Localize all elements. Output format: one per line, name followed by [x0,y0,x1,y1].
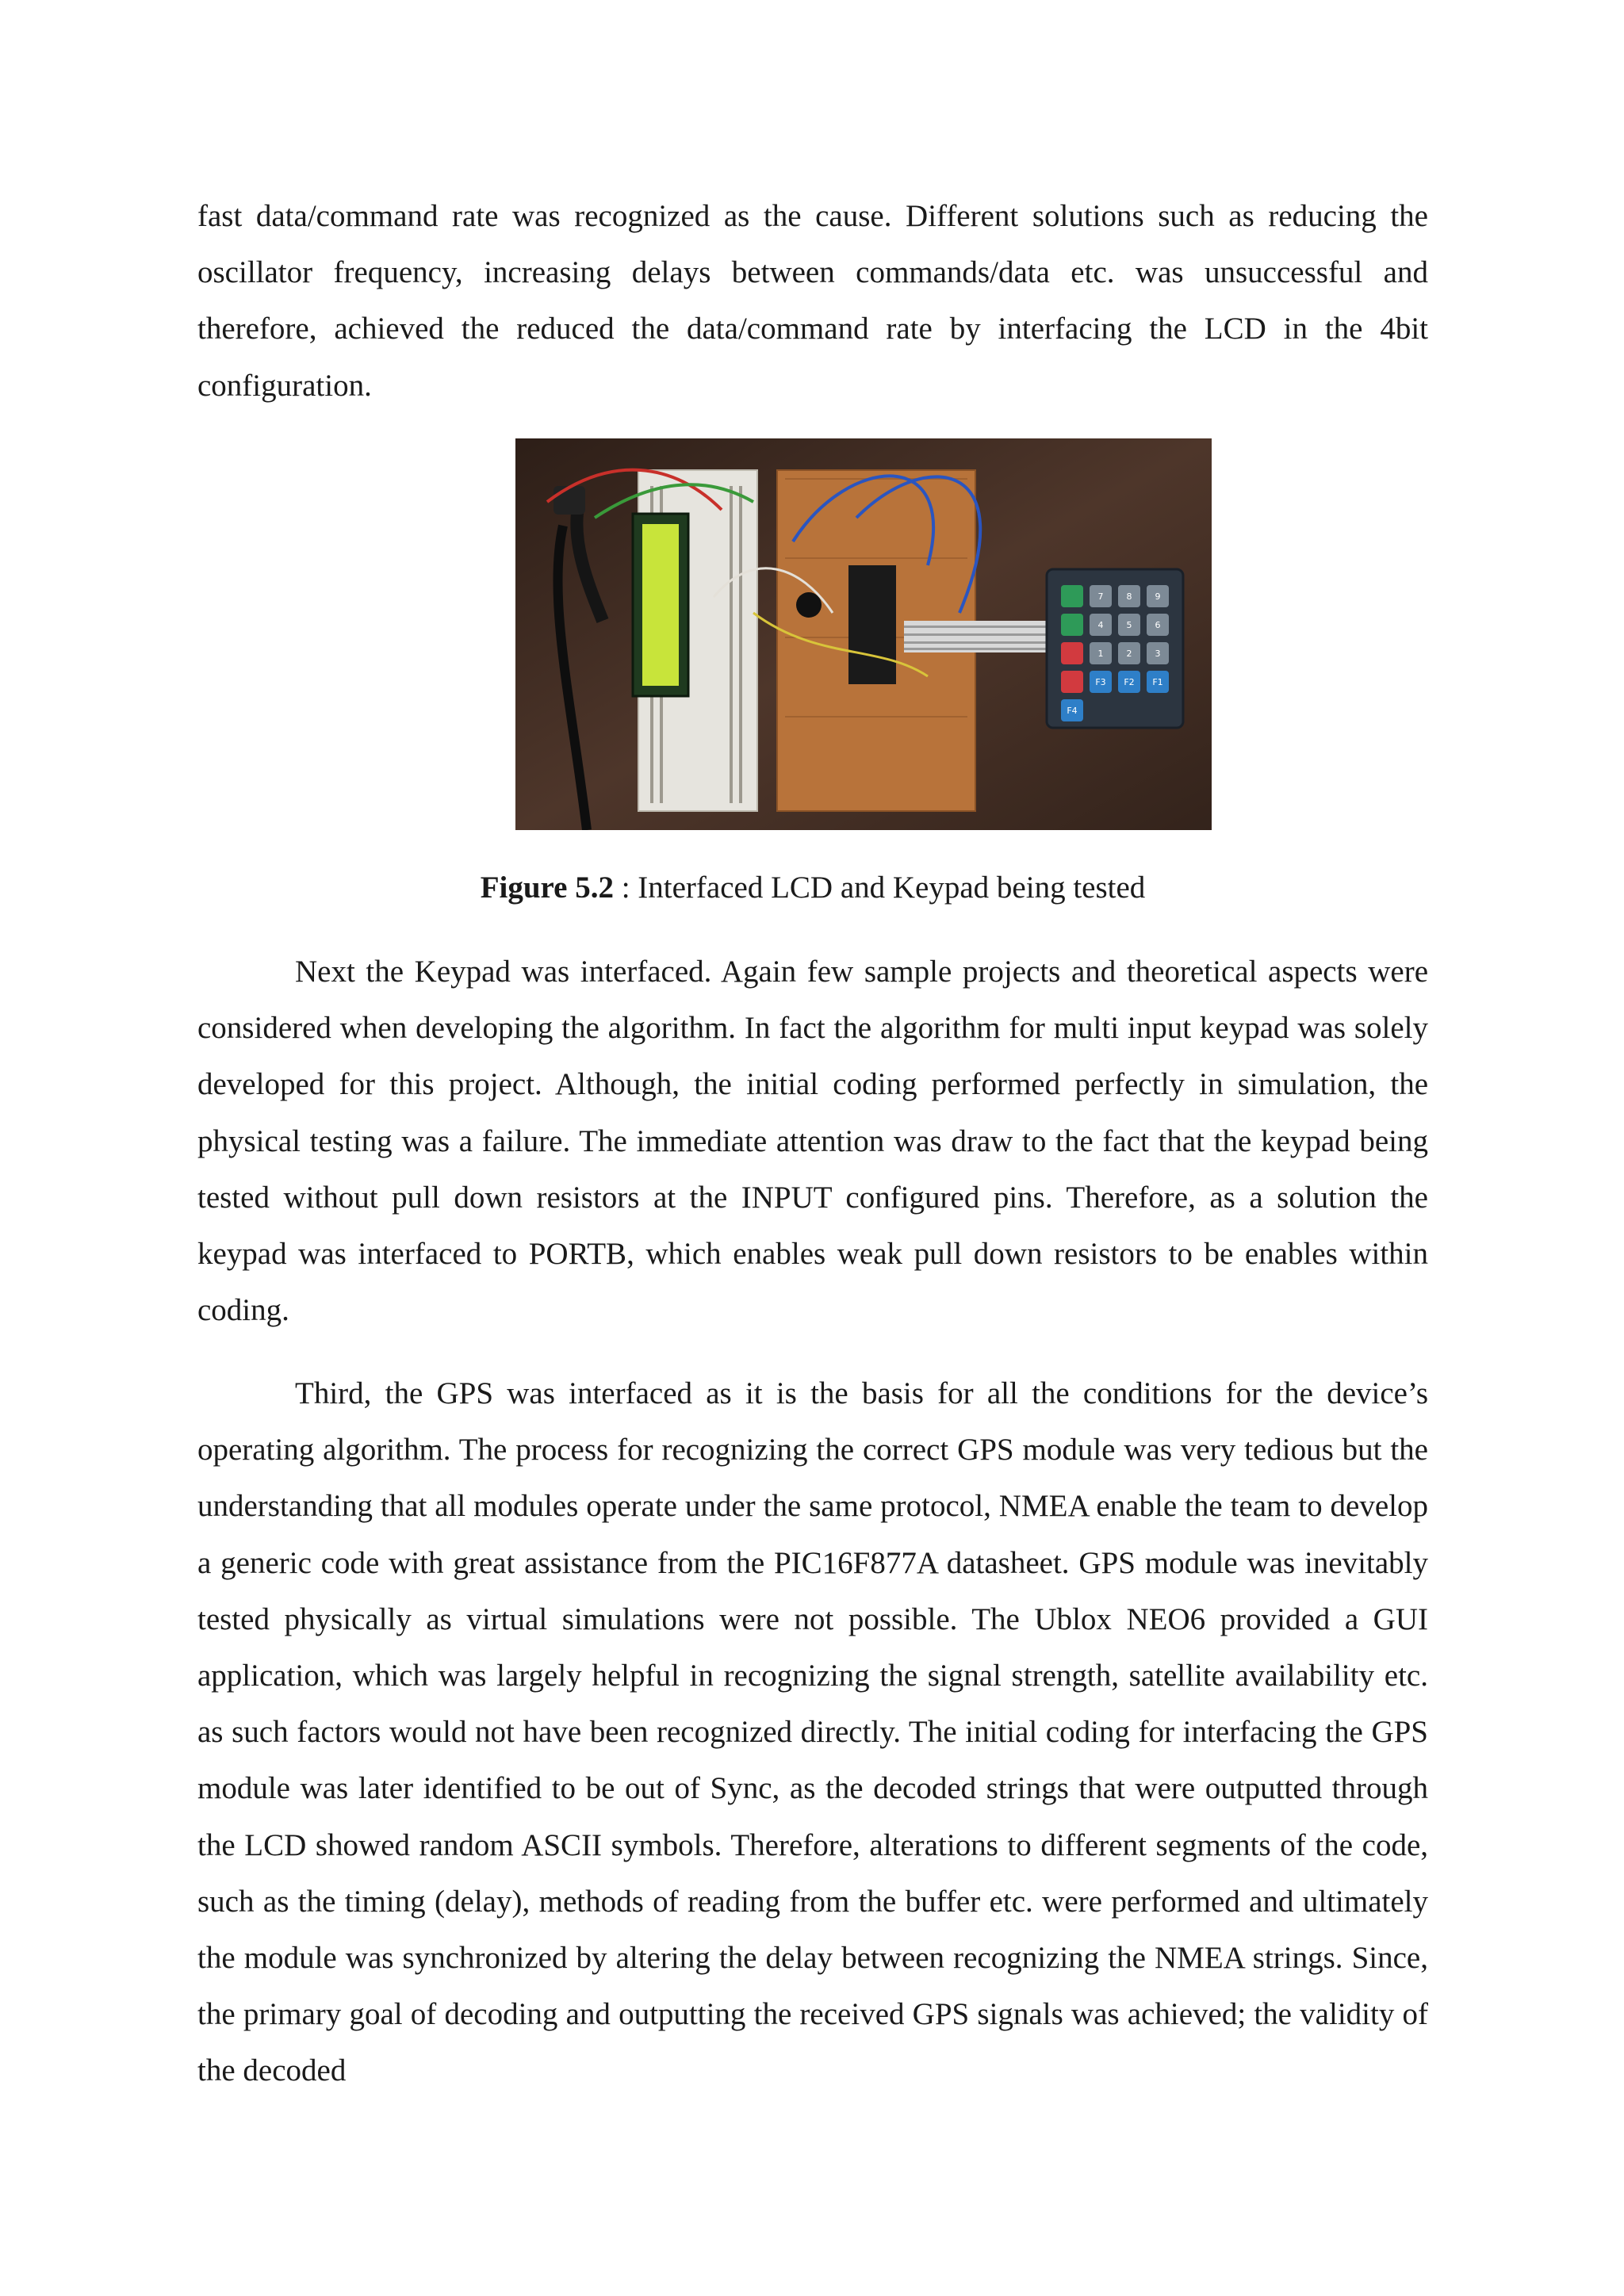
caption-separator: : [613,871,638,905]
figure-photo [515,438,1212,830]
svg-text:7: 7 [1097,591,1104,602]
caption-text: Interfaced LCD and Keypad being tested [638,871,1146,905]
svg-text:F3: F3 [1095,677,1106,687]
ribbon-cable [904,621,1055,652]
svg-text:5: 5 [1126,620,1132,630]
figure-label: Figure 5.2 [480,871,614,905]
regulator-component [796,592,822,618]
svg-text:F2: F2 [1124,677,1135,687]
svg-text:9: 9 [1155,591,1161,602]
svg-text:F4: F4 [1067,706,1078,716]
lcd-screen [642,524,679,686]
circuit-photo-illustration [515,438,1212,830]
svg-text:8: 8 [1126,591,1132,602]
svg-text:2: 2 [1126,649,1132,659]
figure-caption [197,866,1428,910]
body-paragraph-1: fast data/command rate was recognized as the cause. Different solutions such as reducing the oscillator frequency, increasing delays between commands/data etc. was unsuccessful and therefore, achieved the reduced the data/command rate by interfacing the LCD in the 4bit configuration. [197,199,1428,403]
probe-tip [553,486,585,515]
microcontroller-chip [848,565,896,684]
body-paragraph-2: Next the Keypad was interfaced. Again few sample projects and theoretical aspects were considered when developing the algorithm. In fact the algorithm for multi input keypad was solely developed for this project. Although, the initial coding performed perfectly in simulation, the physical testing was a failure. The immediate attention was draw to the fact that the keypad being tested without pull down resistors at the INPUT configured pins. Therefore, as a solution the keypad was interfaced to PORTB, which enables weak pull down resistors to be enables within coding. [197,955,1428,1328]
svg-text:1: 1 [1097,649,1104,659]
body-paragraph-3: Third, the GPS was interfaced as it is the basis for all the conditions for the device’s operating algorithm. The process for recognizing the correct GPS module was very tedious but the understanding that all modules operate under the same protocol, NMEA enable the team to develop a generic code with great assistance from the PIC16F877A datasheet. GPS module was inevitably tested physically as virtual simulations were not possible. The Ublox NEO6 provided a GUI application, which was largely helpful in recognizing the signal strength, satellite availability etc. as such factors would not have been recognized directly. The initial coding for interfacing the GPS module was later identified to be out of Sync, as the decoded strings that were outputted through the LCD showed random ASCII symbols. Therefore, alterations to different segments of the code, such as the timing (delay), methods of reading from the buffer etc. were performed and ultimately the module was synchronized by altering the delay between recognizing the NMEA strings. Since, the primary goal of decoding and outputting the received GPS signals was achieved; the validity of the decoded [197,1376,1428,2088]
svg-text:6: 6 [1155,620,1161,630]
svg-text:4: 4 [1097,620,1104,630]
svg-text:F1: F1 [1152,677,1163,687]
svg-text:3: 3 [1155,649,1161,659]
